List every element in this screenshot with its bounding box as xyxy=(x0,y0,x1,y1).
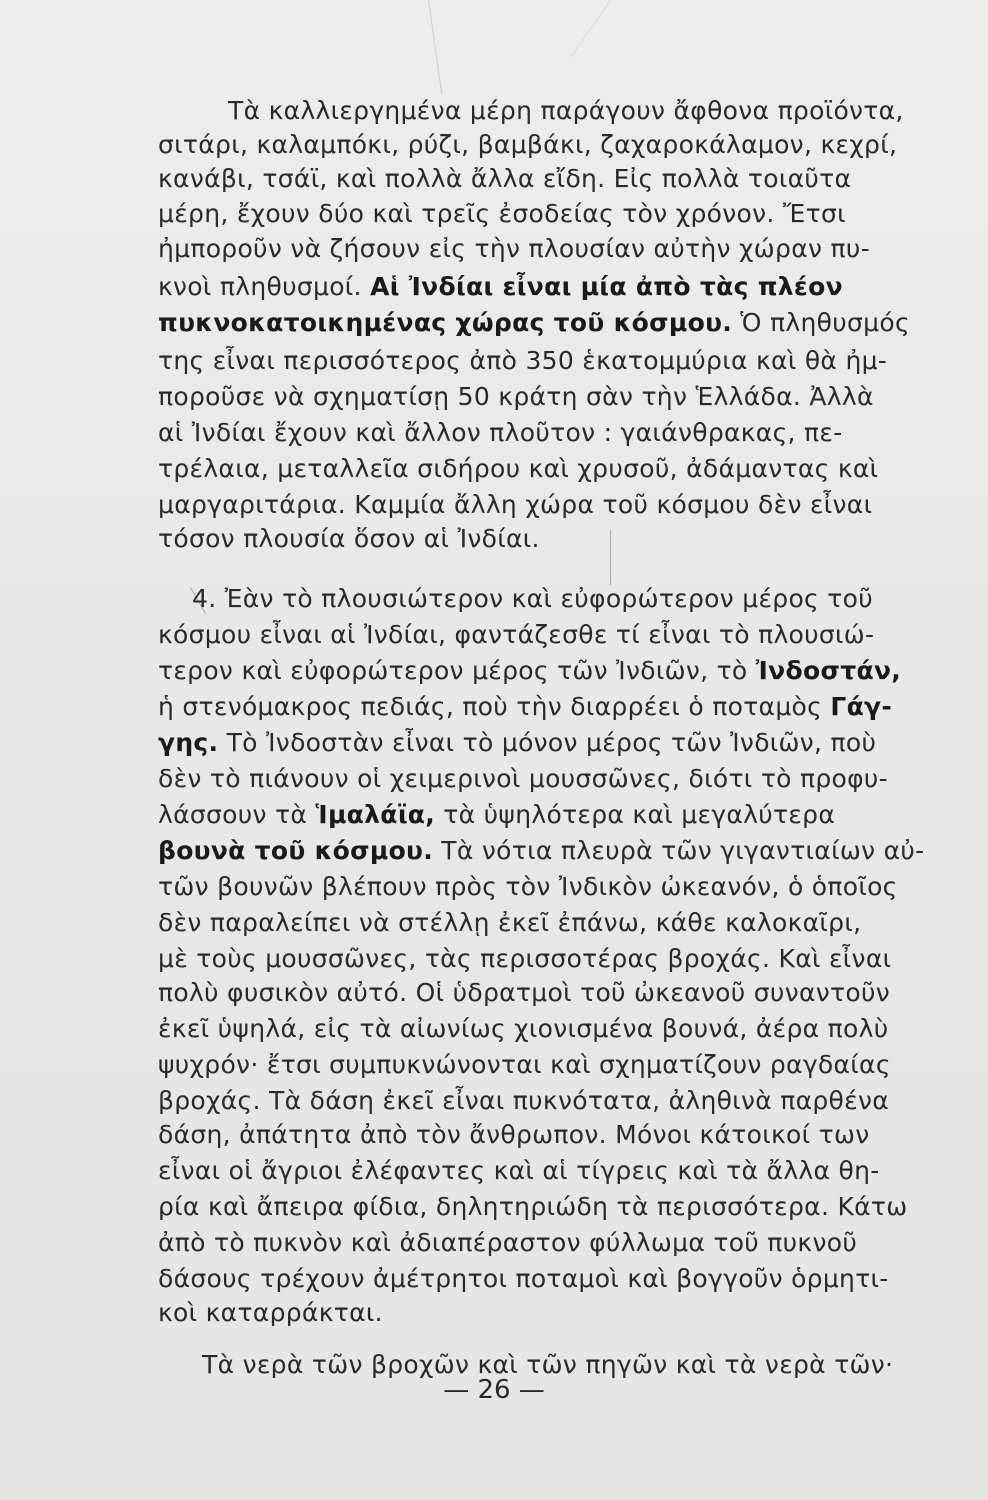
text-segment: μέρη, ἔχουν δύο καὶ τρεῖς ἐσοδείας τὸν χρόνον. Ἔτσι xyxy=(158,199,846,228)
text-line xyxy=(158,1156,880,1186)
bold-text-segment: Ἱμαλάϊα, xyxy=(315,800,436,829)
paper-fold-mark xyxy=(428,0,442,94)
text-segment: κοὶ καταρράκται. xyxy=(158,1298,383,1327)
text-segment: Τὰ καλλιεργημένα μέρη παράγουν ἄφθονα προϊόντα, xyxy=(228,96,904,125)
text-segment: 4. Ἐὰν τὸ πλουσιώτερον καὶ εὐφορώτερον μέρος τοῦ xyxy=(192,584,873,613)
text-line xyxy=(158,490,872,520)
text-line xyxy=(158,692,892,722)
text-line xyxy=(158,418,843,448)
pencil-annotation-mark xyxy=(610,530,611,585)
text-line xyxy=(158,872,898,902)
text-segment: τόσον πλουσία ὅσον αἱ Ἰνδίαι. xyxy=(158,524,540,553)
text-line xyxy=(158,1192,908,1222)
text-line xyxy=(158,908,861,938)
text-segment: τῶν βουνῶν βλέπουν πρὸς τὸν Ἰνδικὸν ὠκεανόν, ὁ ὁποῖος xyxy=(158,872,898,901)
text-line xyxy=(158,1086,889,1116)
paper-fold-mark xyxy=(570,0,611,58)
bold-text-segment: Ἰνδοστάν, xyxy=(755,656,902,685)
text-segment: κνοὶ πληθυσμοί. xyxy=(158,272,371,301)
text-segment: σιτάρι, καλαμπόκι, ρύζι, βαμβάκι, ζαχαροκάλαμον, κεχρί, xyxy=(158,130,898,159)
text-line xyxy=(158,944,891,974)
text-segment: δὲν παραλείπει νὰ στέλλῃ ἐκεῖ ἐπάνω, κάθε καλοκαῖρι, xyxy=(158,908,862,937)
text-segment: πολὺ φυσικὸν αὐτό. Οἱ ὑδρατμοὶ τοῦ ὠκεανοῦ συναντοῦν xyxy=(158,978,890,1007)
text-segment: Τὰ νότια πλευρὰ τῶν γιγαντιαίων αὐ- xyxy=(433,836,925,865)
text-segment: ἐκεῖ ὑψηλά, εἰς τὰ αἰωνίως χιονισμένα βουνά, ἀέρα πολὺ xyxy=(158,1014,889,1043)
text-segment: λάσσουν τὰ xyxy=(158,800,316,829)
text-line xyxy=(158,764,888,794)
text-segment: αἱ Ἰνδίαι ἔχουν καὶ ἄλλον πλοῦτον : γαιάνθρακας, πε- xyxy=(158,418,843,447)
text-line xyxy=(158,1050,891,1080)
text-segment: τρέλαια, μεταλλεῖα σιδήρου καὶ χρυσοῦ, ἀδάμαντας καὶ xyxy=(158,454,879,483)
text-segment: μὲ τοὺς μουσσῶνες, τὰς περισσοτέρας βροχάς. Καὶ εἶναι xyxy=(158,944,892,973)
text-segment: ποροῦσε νὰ σχηματίσῃ 50 κράτη σὰν τὴν Ἑλλάδα. Ἀλλὰ xyxy=(158,382,874,411)
text-segment: ψυχρόν· ἔτσι συμπυκνώνονται καὶ σχηματίζουν ραγδαίας xyxy=(158,1050,891,1079)
text-segment: εἶναι οἱ ἄγριοι ἐλέφαντες καὶ αἱ τίγρεις καὶ τὰ ἄλλα θη- xyxy=(158,1156,880,1185)
text-line xyxy=(158,308,910,338)
text-line xyxy=(158,1264,889,1294)
text-line xyxy=(158,1228,857,1258)
text-line xyxy=(158,800,835,830)
text-line xyxy=(158,524,540,554)
bold-text-segment: πυκνοκατοικημένας χώρας τοῦ κόσμου. xyxy=(158,308,733,337)
text-line xyxy=(158,130,897,160)
text-line xyxy=(158,656,901,686)
text-segment: βροχάς. Τὰ δάση ἐκεῖ εἶναι πυκνότατα, ἀληθινὰ παρθένα xyxy=(158,1086,889,1115)
page-number: — 26 — xyxy=(443,1375,545,1405)
text-segment: κόσμου εἶναι αἱ Ἰνδίαι, φαντάζεσθε τί εἶναι τὸ πλουσιώ- xyxy=(158,620,875,649)
text-segment: κανάβι, τσάϊ, καὶ πολλὰ ἄλλα εἴδη. Εἰς πολλὰ τοιαῦτα xyxy=(158,164,852,193)
bold-text-segment: βουνὰ τοῦ κόσμου. xyxy=(158,836,434,865)
text-line xyxy=(228,96,904,126)
text-line xyxy=(158,978,890,1008)
text-segment: τερον καὶ εὐφορώτερον μέρος τῶν Ἰνδιῶν, τὸ xyxy=(158,656,756,685)
text-segment: ρία καὶ ἄπειρα φίδια, δηλητηριώδη τὰ περισσότερα. Κάτω xyxy=(158,1192,908,1221)
text-segment: μαργαριτάρια. Καμμία ἄλλη χώρα τοῦ κόσμου δὲν εἶναι xyxy=(158,490,873,519)
text-line xyxy=(158,1298,383,1328)
text-line xyxy=(158,199,846,229)
text-segment: ἠμποροῦν νὰ ζήσουν εἰς τὴν πλουσίαν αὐτὴν χώραν πυ- xyxy=(158,234,870,263)
text-line xyxy=(158,164,851,194)
bold-text-segment: Αἱ Ἰνδίαι εἶναι μία ἀπὸ τὰς πλέον xyxy=(370,272,843,301)
text-segment: δὲν τὸ πιάνουν οἱ χειμερινοὶ μουσσῶνες, διότι τὸ προφυ- xyxy=(158,764,889,793)
text-line xyxy=(158,234,870,264)
text-line xyxy=(158,346,887,376)
text-line xyxy=(158,836,924,866)
text-segment: ἀπὸ τὸ πυκνὸν καὶ ἀδιαπέραστον φύλλωμα τοῦ πυκνοῦ xyxy=(158,1228,858,1257)
text-segment: δάσους τρέχουν ἀμέτρητοι ποταμοὶ καὶ βογγοῦν ὁρμητι- xyxy=(158,1264,889,1293)
text-line xyxy=(158,272,843,302)
bold-text-segment: γης. xyxy=(158,728,219,757)
text-segment: ἡ στενόμακρος πεδιάς, ποὺ τὴν διαρρέει ὁ ποταμὸς xyxy=(158,692,831,721)
text-line xyxy=(158,1014,888,1044)
text-line xyxy=(158,382,874,412)
text-segment: Τὸ Ἰνδοστὰν εἶναι τὸ μόνον μέρος τῶν Ἰνδιῶν, ποὺ xyxy=(218,728,877,757)
text-segment: τὰ ὑψηλότερα καὶ μεγαλύτερα xyxy=(435,800,836,829)
bold-text-segment: Γάγ- xyxy=(830,692,893,721)
text-line xyxy=(192,584,873,614)
text-line xyxy=(158,1120,869,1150)
text-segment: της εἶναι περισσότερος ἀπὸ 350 ἑκατομμύρια καὶ θὰ ἠμ- xyxy=(158,346,888,375)
text-segment: Ὁ πληθυσμός xyxy=(732,308,910,337)
text-segment: Τὰ νερὰ τῶν βροχῶν καὶ τῶν πηγῶν καὶ τὰ νερὰ τῶν· xyxy=(202,1350,894,1379)
text-segment: δάση, ἀπάτητα ἀπὸ τὸν ἄνθρωπον. Μόνοι κάτοικοί των xyxy=(158,1120,870,1149)
text-line xyxy=(158,728,876,758)
text-line xyxy=(158,454,878,484)
text-line xyxy=(158,620,874,650)
